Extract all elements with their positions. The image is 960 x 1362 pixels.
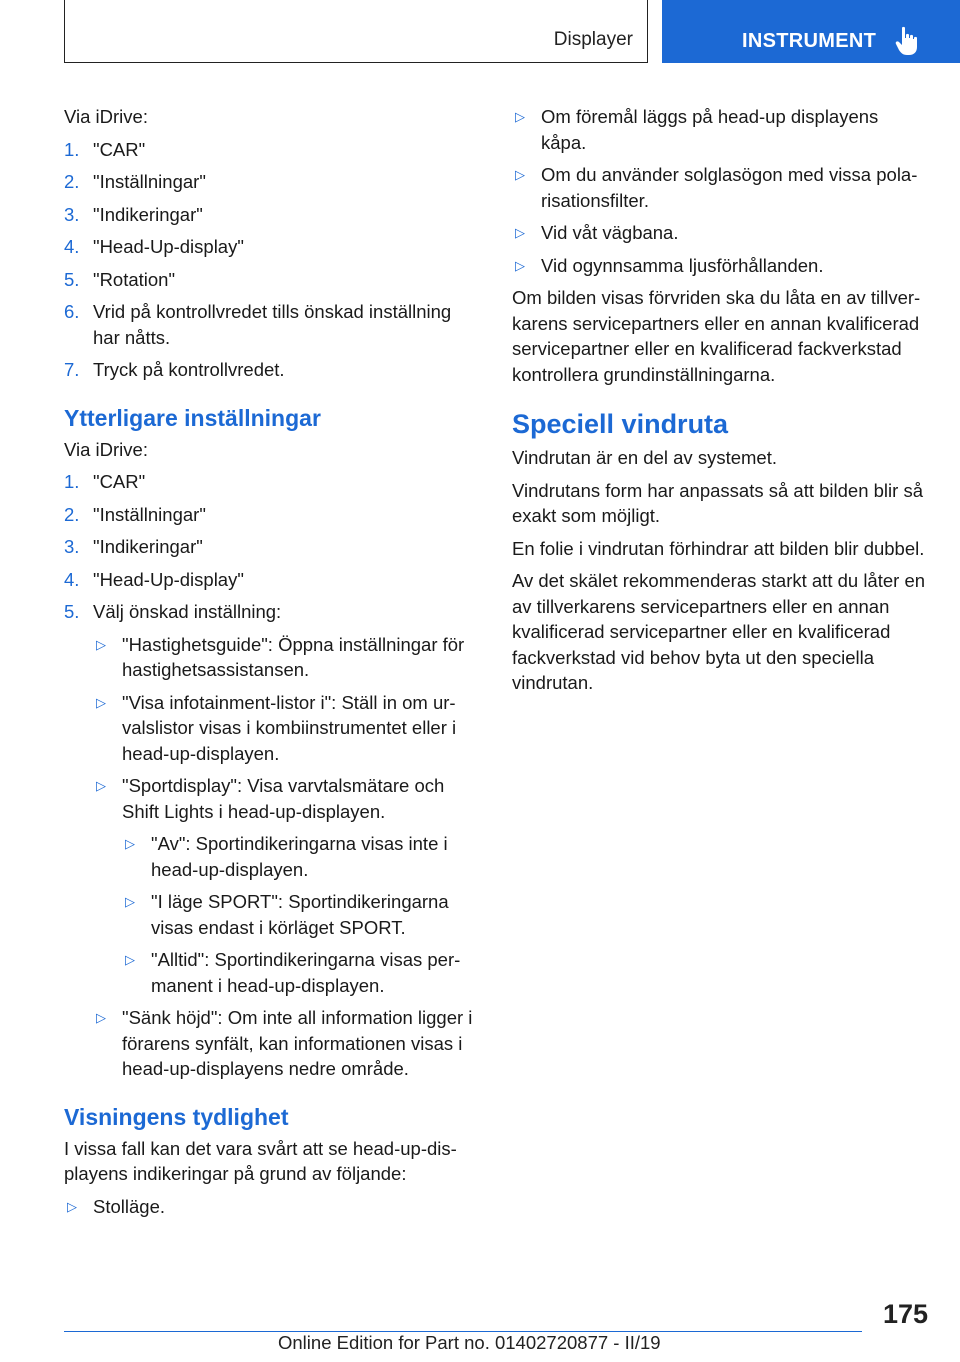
- step-text: "Rotation": [93, 268, 176, 290]
- list-item: [93, 773, 480, 998]
- triangle-bullet-icon: ▷: [125, 894, 135, 909]
- heading-more-settings: Ytterligare inställningar: [64, 404, 321, 431]
- list-item: [64, 469, 480, 495]
- touch-hand-icon: [895, 26, 921, 56]
- option-text: "Av": Sportindikeringarna visas inte i head-up-displayen.: [151, 833, 448, 880]
- step-text: Välj önskad inställning:: [93, 601, 282, 622]
- list-item: [64, 267, 480, 293]
- list-item: [64, 534, 480, 560]
- step-text: Tryck på kontrollvredet.: [93, 359, 285, 380]
- triangle-bullet-icon: ▷: [515, 257, 525, 273]
- step-number: 2.: [64, 503, 80, 525]
- step-text: "Head-Up-display": [93, 568, 244, 590]
- triangle-bullet-icon: ▷: [96, 694, 106, 710]
- option-text: "Sänk höjd": Om inte all information ligger i förarens synfält, kan informationen visas i head-up-displayens nedre område.: [122, 1007, 473, 1079]
- chapter-tab[interactable]: [662, 0, 960, 63]
- via-idrive-label: Via iDrive:: [64, 106, 148, 127]
- list-item: [64, 169, 480, 195]
- triangle-bullet-icon: ▷: [125, 952, 135, 967]
- windshield-paragraph: Vindrutan är en del av systemet.: [512, 447, 777, 468]
- triangle-bullet-icon: ▷: [125, 836, 135, 851]
- distorted-image-note: Om bilden visas förvriden ska du låta en av tillverkarens servicepartners eller en annan kvalificerad servicepartner eller en kvalificerad fackverkstad kontrollera grundinställningarna.: [512, 287, 921, 385]
- via-idrive-label: Via iDrive:: [64, 438, 148, 460]
- list-item: [64, 299, 480, 350]
- option-text: "Hastighetsguide": Öppna inställningar för hastighetsassistansen.: [122, 633, 465, 680]
- sport-options-list: [122, 831, 480, 998]
- step-number: 7.: [64, 359, 80, 380]
- triangle-bullet-icon: ▷: [96, 636, 106, 652]
- option-text: "I läge SPORT": Sportindikeringarna visas endast i körläget SPORT.: [151, 891, 449, 938]
- step-number: 3.: [64, 203, 80, 225]
- list-item: [122, 889, 480, 940]
- step-number: 5.: [64, 268, 80, 290]
- step-text: "Head-Up-display": [93, 236, 244, 257]
- list-item: [512, 104, 928, 155]
- list-item: [64, 599, 480, 1082]
- list-item: [64, 234, 480, 260]
- step-number: 3.: [64, 536, 80, 557]
- bullet-text: Om föremål läggs på head-up displayens kåpa.: [541, 106, 879, 153]
- left-column: [64, 104, 480, 1226]
- option-text: "Alltid": Sportindikeringarna visas permanent i head-up-displayen.: [151, 949, 461, 996]
- step-text: "Inställningar": [93, 503, 206, 525]
- step-number: 1.: [64, 471, 80, 492]
- steps-list-settings: [64, 469, 480, 1082]
- options-list: [93, 632, 480, 1082]
- triangle-bullet-icon: ▷: [515, 167, 525, 182]
- bullet-text: Stolläge.: [93, 1195, 165, 1217]
- windshield-paragraph: En folie i vindrutan förhindrar att bilden blir dubbel.: [512, 537, 925, 559]
- list-item: [64, 202, 480, 228]
- chapter-title: INSTRUMENT: [742, 30, 877, 52]
- right-column: [512, 104, 928, 703]
- heading-special-windshield: Speciell vindruta: [512, 409, 729, 439]
- triangle-bullet-icon: ▷: [96, 1010, 106, 1025]
- step-number: 4.: [64, 236, 80, 257]
- list-item: [93, 690, 480, 767]
- page-number: 175: [882, 1299, 928, 1329]
- header-section-box: [64, 0, 648, 63]
- bullet-text: Vid våt vägbana.: [541, 222, 679, 243]
- step-number: 2.: [64, 171, 80, 192]
- bullet-text: Om du använder solglasögon med vissa polarisationsfilter.: [541, 164, 918, 211]
- list-item: [64, 137, 480, 163]
- step-number: 1.: [64, 138, 80, 160]
- option-text: "Sportdisplay": Visa varvtalsmätare och Shift Lights i head-up-displayen.: [122, 775, 445, 822]
- bullet-text: Vid ogynnsamma ljusförhållanden.: [541, 254, 824, 276]
- list-item: [64, 357, 480, 383]
- triangle-bullet-icon: ▷: [96, 778, 106, 793]
- step-text: "CAR": [93, 471, 146, 492]
- step-text: "Indikeringar": [93, 203, 203, 225]
- step-number: 4.: [64, 568, 80, 590]
- step-text: Vrid på kontrollvredet tills önskad inställning har nåtts.: [93, 301, 452, 348]
- windshield-paragraph: Av det skälet rekommenderas starkt att du låter en av tillverkarens servicepartners eller en annan kvalificerad servicepartner eller en kvalificerad fackverkstad vid behov byta ut den speciella vindrutan.: [512, 570, 926, 693]
- list-item: [512, 162, 928, 213]
- option-text: "Visa infotainment-listor i": Ställ in om urvalslistor visas i kombiinstrumentet eller i head-up-displayen.: [122, 691, 457, 764]
- section-title: Displayer: [553, 29, 633, 50]
- list-item: [512, 253, 928, 279]
- list-item: [64, 502, 480, 528]
- step-text: "Indikeringar": [93, 536, 203, 557]
- step-number: 6.: [64, 301, 80, 322]
- steps-list-rotation: [64, 137, 480, 383]
- triangle-bullet-icon: ▷: [515, 225, 525, 240]
- list-item: [93, 632, 480, 683]
- list-item: [122, 947, 480, 998]
- list-item: [64, 567, 480, 593]
- list-item: [93, 1005, 480, 1082]
- visibility-list: [64, 1194, 480, 1220]
- visibility-list-continued: [512, 104, 928, 278]
- visibility-intro: I vissa fall kan det vara svårt att se head-up-displayens indikeringar på grund av följande:: [64, 1137, 457, 1184]
- edition-footer: Online Edition for Part no. 01402720877 - II/19: [278, 1332, 661, 1353]
- windshield-paragraph: Vindrutans form har anpassats så att bilden blir så exakt som möjligt.: [512, 479, 923, 526]
- step-number: 5.: [64, 601, 80, 622]
- step-text: "Inställningar": [93, 171, 206, 192]
- list-item: [122, 831, 480, 882]
- heading-visibility: Visningens tydlighet: [64, 1103, 289, 1130]
- list-item: [512, 220, 928, 246]
- triangle-bullet-icon: ▷: [67, 1198, 77, 1214]
- list-item: [64, 1194, 480, 1220]
- step-text: "CAR": [93, 138, 146, 160]
- triangle-bullet-icon: ▷: [515, 109, 525, 124]
